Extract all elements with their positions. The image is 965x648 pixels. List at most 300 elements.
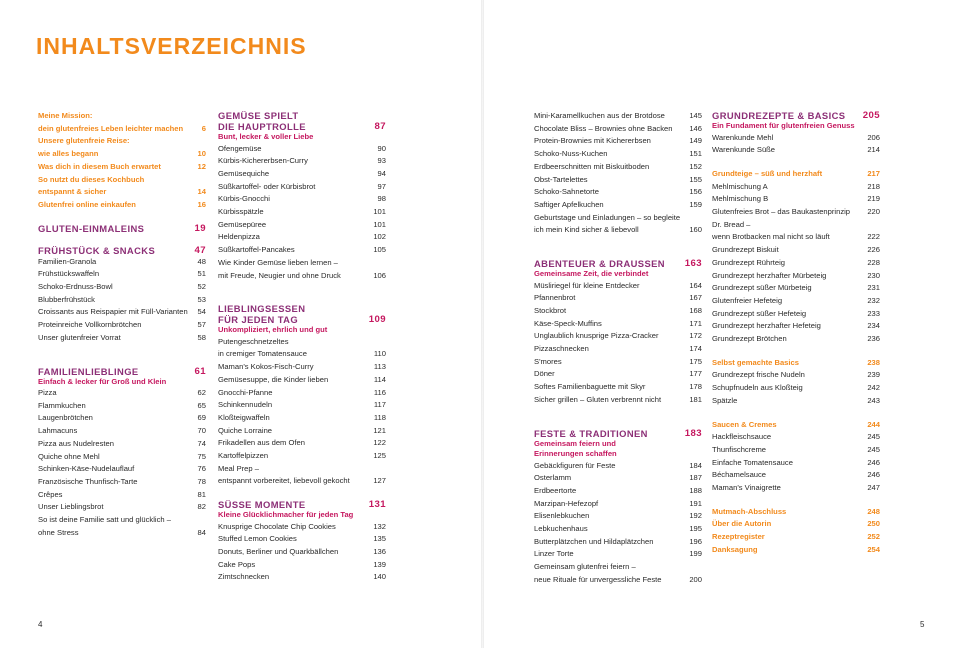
entry-title: Warenkunde Süße (712, 145, 776, 155)
toc-column-1 (38, 110, 206, 539)
entry-title: Saftiger Apfelkuchen (534, 199, 604, 209)
toc-entry[interactable] (218, 387, 386, 400)
entry-title: Glutenfrei online einkaufen (38, 199, 136, 209)
entry-page-number: 82 (197, 502, 206, 512)
entry-page-number: 145 (689, 111, 702, 120)
entry-title: Schoko-Sahnetorte (534, 187, 600, 197)
entry-title: Gemüsepüree (218, 219, 267, 229)
entry-page-number: 93 (377, 156, 386, 166)
toc-chapter-heading[interactable] (218, 121, 386, 142)
entry-page-number: 250 (867, 519, 880, 529)
toc-chapter-heading[interactable] (38, 366, 206, 387)
toc-entry[interactable] (38, 438, 206, 451)
entry-page-number: 181 (689, 394, 702, 404)
entry-page-number: 151 (689, 149, 702, 159)
toc-chapter-heading[interactable] (534, 428, 702, 459)
toc-section-entry[interactable] (38, 174, 206, 187)
toc-entry[interactable] (218, 219, 386, 232)
toc-entry[interactable] (534, 148, 702, 161)
entry-page-number: 228 (867, 257, 880, 267)
toc-entry[interactable] (534, 280, 702, 293)
toc-entry[interactable] (712, 457, 880, 470)
entry-page-number: 196 (689, 536, 702, 546)
entry-title: ohne Stress (38, 527, 79, 537)
toc-entry[interactable] (218, 244, 386, 257)
toc-entry[interactable] (218, 143, 386, 156)
entry-title: Schoko-Erdnuss-Bowl (38, 282, 113, 292)
entry-title: Blubberfrühstück (38, 294, 95, 304)
entry-page-number: 98 (377, 194, 386, 204)
entry-title: Lebkuchenhaus (534, 524, 588, 534)
toc-entry[interactable] (38, 489, 206, 502)
entry-page-number: 156 (689, 187, 702, 197)
entry-title: Selbst gemachte Basics (712, 357, 799, 367)
entry-title: Kürbis-Gnocchi (218, 194, 270, 204)
toc-entry[interactable] (534, 548, 702, 561)
toc-entry[interactable] (534, 485, 702, 498)
toc-entry[interactable] (534, 510, 702, 523)
toc-chapter-heading[interactable] (218, 110, 386, 121)
entry-title: Grundrezept süßer Hefeteig (712, 308, 807, 318)
chapter-page-number: 163 (684, 258, 702, 270)
toc-entry[interactable] (712, 144, 880, 157)
entry-title: Unser glutenfreier Vorrat (38, 332, 121, 342)
chapter-title: FESTE & TRADITIONEN (534, 427, 648, 439)
entry-page-number: 140 (373, 572, 386, 582)
toc-entry[interactable] (534, 394, 702, 407)
toc-entry[interactable] (38, 463, 206, 476)
spacer (534, 237, 702, 258)
spacer (38, 212, 206, 223)
entry-title: S'mores (534, 356, 562, 366)
entry-page-number: 167 (689, 293, 702, 303)
spacer (712, 157, 880, 168)
toc-entry[interactable] (218, 206, 386, 219)
toc-entry[interactable] (712, 320, 880, 333)
entry-page-number: 187 (689, 473, 702, 483)
entry-page-number: 70 (197, 426, 206, 436)
entry-title: Pizza (38, 388, 57, 398)
entry-title: Heldenpizza (218, 232, 260, 242)
entry-title: Grundrezept süßer Mürbeteig (712, 283, 812, 293)
entry-title: Glutenfreies Brot – das Baukastenprinzip (712, 207, 851, 217)
entry-page-number: 54 (197, 307, 206, 317)
entry-page-number: 74 (197, 438, 206, 448)
chapter-subtitle: Gemeinsam feiern und (534, 438, 616, 448)
entry-title: Süßkartoffel-Pancakes (218, 245, 295, 255)
page-number-right: 5 (920, 620, 925, 629)
toc-entry[interactable] (38, 319, 206, 332)
chapter-title-row[interactable] (218, 314, 386, 325)
chapter-subtitle: Bunt, lecker & voller Liebe (218, 132, 314, 141)
toc-entry[interactable] (712, 132, 880, 145)
toc-entry[interactable] (534, 123, 702, 136)
toc-entry[interactable] (38, 281, 206, 294)
entry-title: Schinken-Käse-Nudelauflauf (38, 464, 135, 474)
spacer (712, 346, 880, 357)
entry-title: Meine Mission: (38, 111, 93, 120)
toc-entry[interactable] (534, 381, 702, 394)
chapter-title: LIEBLINGSESSEN (218, 303, 306, 315)
toc-entry[interactable] (218, 425, 386, 438)
toc-entry[interactable] (38, 387, 206, 400)
toc-entry[interactable] (534, 574, 702, 587)
toc-entry[interactable] (218, 412, 386, 425)
chapter-page-number: 19 (194, 222, 206, 234)
entry-title: Einfache Tomatensauce (712, 457, 793, 467)
toc-entry[interactable] (38, 527, 206, 540)
entry-title: Softes Familienbaguette mit Skyr (534, 382, 646, 392)
toc-entry[interactable] (712, 482, 880, 495)
entry-page-number: 254 (867, 544, 880, 554)
toc-entry[interactable] (534, 561, 702, 574)
entry-title: Gemeinsam glutenfrei feiern – (534, 562, 636, 572)
entry-title: mit Freude, Neugier und ohne Druck (218, 270, 341, 280)
entry-title: Gemüsequiche (218, 168, 270, 178)
toc-entry[interactable] (38, 256, 206, 269)
toc-entry[interactable] (712, 295, 880, 308)
toc-chapter-heading[interactable] (218, 303, 386, 314)
toc-chapter-heading[interactable] (712, 110, 880, 131)
entry-page-number: 52 (197, 282, 206, 292)
entry-page-number: 155 (689, 174, 702, 184)
chapter-page-number: 205 (862, 110, 880, 121)
entry-title: Saucen & Cremes (712, 419, 777, 429)
spacer (38, 345, 206, 366)
entry-title: Knusprige Chocolate Chip Cookies (218, 521, 336, 531)
toc-entry[interactable] (38, 306, 206, 319)
toc-entry[interactable] (534, 523, 702, 536)
toc-entry[interactable] (534, 110, 702, 123)
entry-page-number: 242 (867, 383, 880, 393)
entry-page-number: 248 (867, 506, 880, 516)
toc-section-entry[interactable] (712, 506, 880, 519)
toc-section-entry[interactable] (712, 419, 880, 432)
toc-entry[interactable] (712, 369, 880, 382)
toc-section-entry[interactable] (38, 110, 206, 123)
entry-page-number: 234 (867, 321, 880, 331)
chapter-title: ABENTEUER & DRAUSSEN (534, 258, 665, 270)
entry-page-number: 53 (197, 294, 206, 304)
entry-title: Erdbeerschnitten mit Biskuitboden (534, 161, 650, 171)
entry-page-number: 14 (197, 187, 206, 197)
toc-section-entry[interactable] (712, 357, 880, 370)
entry-page-number: 239 (867, 370, 880, 380)
toc-entry[interactable] (38, 501, 206, 514)
entry-page-number: 184 (689, 460, 702, 470)
chapter-title: DIE HAUPTROLLE (218, 121, 306, 132)
entry-page-number: 69 (197, 413, 206, 423)
toc-entry[interactable] (534, 135, 702, 148)
toc-chapter-heading[interactable] (38, 245, 206, 256)
entry-title: Rezeptregister (712, 532, 765, 542)
entry-title: Pfannenbrot (534, 293, 576, 303)
toc-entry[interactable] (38, 514, 206, 527)
toc-section-entry[interactable] (712, 544, 880, 557)
chapter-title-row[interactable] (218, 499, 386, 510)
chapter-title-row[interactable] (534, 258, 702, 269)
toc-entry[interactable] (534, 330, 702, 343)
entry-title: Mutmach-Abschluss (712, 506, 787, 516)
entry-page-number: 174 (689, 344, 702, 354)
entry-title: Französische Thunfisch-Tarte (38, 476, 138, 486)
toc-entry[interactable] (218, 270, 386, 283)
toc-entry[interactable] (534, 292, 702, 305)
toc-section-entry[interactable] (38, 135, 206, 148)
toc-entry[interactable] (712, 308, 880, 321)
entry-title: Cake Pops (218, 559, 256, 569)
toc-chapter-heading[interactable] (534, 258, 702, 279)
toc-entry[interactable] (218, 450, 386, 463)
toc-entry[interactable] (218, 571, 386, 584)
toc-entry[interactable] (712, 282, 880, 295)
entry-title: Über die Autorin (712, 519, 772, 529)
entry-title: Protein-Brownies mit Kichererbsen (534, 136, 651, 146)
entry-title: Schupfnudeln aus Kloßteig (712, 383, 803, 393)
toc-entry[interactable] (218, 257, 386, 270)
toc-entry[interactable] (534, 536, 702, 549)
toc-entry[interactable] (218, 168, 386, 181)
page-title: INHALTSVERZEICHNIS (36, 33, 307, 59)
toc-entry[interactable] (38, 268, 206, 281)
entry-page-number: 230 (867, 270, 880, 280)
chapter-title-row[interactable] (218, 121, 386, 132)
toc-entry[interactable] (38, 400, 206, 413)
chapter-page-number: 131 (368, 499, 386, 511)
toc-entry[interactable] (218, 533, 386, 546)
entry-page-number: 84 (197, 527, 206, 537)
entry-title: Grundteige – süß und herzhaft (712, 168, 823, 178)
entry-title: Was dich in diesem Buch erwartet (38, 161, 161, 171)
toc-entry[interactable] (712, 382, 880, 395)
entry-title: Croissants aus Reispapier mit Füll-Varianten (38, 307, 188, 317)
entry-title: Unser Lieblingsbrot (38, 502, 104, 512)
toc-entry[interactable] (712, 193, 880, 206)
toc-entry[interactable] (712, 181, 880, 194)
entry-page-number: 110 (373, 349, 386, 359)
chapter-title-row[interactable] (218, 303, 386, 314)
entry-page-number: 139 (373, 559, 386, 569)
entry-page-number: 132 (373, 521, 386, 531)
toc-entry[interactable] (38, 332, 206, 345)
toc-entry[interactable] (712, 270, 880, 283)
entry-page-number: 116 (373, 387, 386, 397)
toc-entry[interactable] (38, 425, 206, 438)
toc-entry[interactable] (218, 374, 386, 387)
toc-entry[interactable] (534, 161, 702, 174)
entry-title: Wie Kinder Gemüse lieben lernen – (218, 257, 338, 267)
chapter-title-row[interactable] (38, 366, 206, 377)
entry-title: Butterplätzchen und Hildaplätzchen (534, 536, 654, 546)
entry-page-number: 94 (377, 168, 386, 178)
toc-entry[interactable] (712, 333, 880, 346)
toc-section-entry[interactable] (712, 518, 880, 531)
chapter-title-row[interactable] (38, 223, 206, 234)
entry-title: Gebäckfiguren für Feste (534, 460, 616, 470)
entry-page-number: 246 (867, 457, 880, 467)
chapter-subtitle: Gemeinsame Zeit, die verbindet (534, 269, 649, 279)
entry-title: Grundrezept Rührteig (712, 257, 786, 267)
entry-page-number: 160 (689, 225, 702, 235)
entry-title: Sicher grillen – Gluten verbrennt nicht (534, 394, 662, 404)
entry-title: Gnocchi-Pfanne (218, 387, 273, 397)
entry-title: Flammkuchen (38, 400, 86, 410)
entry-page-number: 97 (377, 181, 386, 191)
chapter-title-row[interactable] (38, 245, 206, 256)
entry-title: Gemüsesuppe, die Kinder lieben (218, 374, 329, 384)
entry-title: Süßkartoffel- oder Kürbisbrot (218, 181, 316, 191)
entry-page-number: 233 (867, 308, 880, 318)
toc-section-entry[interactable] (38, 148, 206, 161)
toc-entry[interactable] (218, 193, 386, 206)
toc-entry[interactable] (712, 244, 880, 257)
entry-title: Meal Prep – (218, 463, 259, 473)
entry-page-number: 226 (867, 245, 880, 255)
entry-page-number: 232 (867, 295, 880, 305)
toc-column-4 (712, 110, 880, 557)
entry-page-number: 245 (867, 432, 880, 442)
entry-page-number: 244 (867, 419, 880, 429)
entry-page-number: 206 (867, 132, 880, 142)
entry-page-number: 76 (197, 464, 206, 474)
entry-title: Glutenfreier Hefeteig (712, 295, 783, 305)
entry-page-number: 135 (373, 534, 386, 544)
entry-page-number: 214 (867, 145, 880, 155)
toc-entry[interactable] (218, 521, 386, 534)
entry-page-number: 58 (197, 332, 206, 342)
entry-page-number: 51 (197, 269, 206, 279)
entry-page-number: 195 (689, 524, 702, 534)
spacer (534, 407, 702, 428)
entry-title: Danksagung (712, 544, 758, 554)
toc-section-entry[interactable] (38, 161, 206, 174)
toc-chapter-heading[interactable] (218, 499, 386, 520)
toc-section-entry[interactable] (38, 199, 206, 212)
toc-entry[interactable] (38, 476, 206, 489)
toc-entry[interactable] (534, 212, 702, 225)
entry-title: Béchamelsauce (712, 470, 767, 480)
toc-entry[interactable] (712, 231, 880, 244)
toc-entry[interactable] (218, 475, 386, 488)
toc-entry[interactable] (38, 451, 206, 464)
chapter-page-number: 47 (194, 244, 206, 256)
toc-chapter-heading[interactable] (218, 314, 386, 335)
entry-title: Elisenlebkuchen (534, 511, 590, 521)
chapter-page-number: 87 (374, 121, 386, 132)
entry-title: Frühstückswaffeln (38, 269, 100, 279)
entry-page-number: 171 (689, 318, 702, 328)
toc-entry[interactable] (712, 469, 880, 482)
toc-entry[interactable] (712, 219, 880, 232)
toc-entry[interactable] (534, 460, 702, 473)
chapter-title-row[interactable] (218, 110, 386, 121)
toc-entry[interactable] (218, 181, 386, 194)
entry-title: Pizzaschnecken (534, 344, 589, 354)
toc-entry[interactable] (534, 356, 702, 369)
toc-entry[interactable] (534, 343, 702, 356)
entry-page-number: 57 (197, 320, 206, 330)
toc-entry[interactable] (534, 174, 702, 187)
toc-section-entry[interactable] (712, 168, 880, 181)
toc-entry[interactable] (218, 546, 386, 559)
entry-page-number: 12 (197, 161, 206, 171)
toc-entry[interactable] (712, 257, 880, 270)
entry-page-number: 16 (197, 199, 206, 209)
toc-entry[interactable] (218, 155, 386, 168)
toc-entry[interactable] (534, 305, 702, 318)
entry-title: ich mein Kind sicher & liebevoll (534, 225, 639, 235)
toc-entry[interactable] (712, 395, 880, 408)
entry-title: Frikadellen aus dem Ofen (218, 438, 305, 448)
toc-entry[interactable] (218, 399, 386, 412)
toc-entry[interactable] (534, 199, 702, 212)
toc-section-entry[interactable] (38, 186, 206, 199)
toc-entry[interactable] (218, 437, 386, 450)
entry-title: So nutzt du dieses Kochbuch (38, 174, 145, 184)
entry-page-number: 101 (373, 219, 386, 229)
entry-title: Marzipan-Hefezopf (534, 498, 599, 508)
toc-entry[interactable] (218, 231, 386, 244)
entry-page-number: 219 (867, 194, 880, 204)
chapter-subtitle: Ein Fundament für glutenfreien Genuss (712, 121, 855, 130)
toc-entry[interactable] (218, 361, 386, 374)
entry-page-number: 125 (373, 451, 386, 461)
toc-entry[interactable] (218, 559, 386, 572)
toc-chapter-heading[interactable] (38, 223, 206, 234)
toc-entry[interactable] (712, 431, 880, 444)
entry-page-number: 75 (197, 451, 206, 461)
entry-title: Hackfleischsauce (712, 432, 772, 442)
toc-section-entry[interactable] (38, 123, 206, 136)
chapter-title: GLUTEN-EINMALEINS (38, 222, 145, 234)
entry-page-number: 121 (373, 425, 386, 435)
toc-entry[interactable] (712, 206, 880, 219)
toc-entry[interactable] (534, 368, 702, 381)
toc-section-entry[interactable] (712, 531, 880, 544)
entry-title: Crêpes (38, 489, 63, 499)
toc-entry[interactable] (218, 463, 386, 476)
entry-page-number: 178 (689, 382, 702, 392)
entry-page-number: 231 (867, 283, 880, 293)
entry-page-number: 199 (689, 549, 702, 559)
spacer (712, 408, 880, 419)
entry-title: Grundrezept frische Nudeln (712, 370, 805, 380)
entry-title: Quiche Lorraine (218, 425, 273, 435)
toc-entry[interactable] (712, 444, 880, 457)
chapter-subtitle: Erinnerungen schaffen (534, 449, 617, 459)
entry-title: wie alles begann (38, 149, 99, 159)
toc-entry[interactable] (534, 318, 702, 331)
chapter-title-row[interactable] (712, 110, 880, 121)
toc-entry[interactable] (218, 336, 386, 349)
toc-entry[interactable] (38, 412, 206, 425)
chapter-title-row[interactable] (534, 428, 702, 439)
toc-entry[interactable] (534, 498, 702, 511)
toc-entry[interactable] (534, 186, 702, 199)
entry-title: in cremiger Tomatensauce (218, 349, 307, 359)
entry-title: Warenkunde Mehl (712, 132, 774, 142)
toc-entry[interactable] (38, 294, 206, 307)
entry-title: Stuffed Lemon Cookies (218, 534, 297, 544)
spacer (38, 234, 206, 245)
entry-title: Donuts, Berliner und Quarkbällchen (218, 547, 339, 557)
entry-page-number: 48 (197, 256, 206, 266)
chapter-title: SÜSSE MOMENTE (218, 499, 306, 511)
toc-entry[interactable] (534, 224, 702, 237)
toc-entry[interactable] (218, 348, 386, 361)
toc-entry[interactable] (534, 472, 702, 485)
book-gutter (481, 0, 484, 648)
